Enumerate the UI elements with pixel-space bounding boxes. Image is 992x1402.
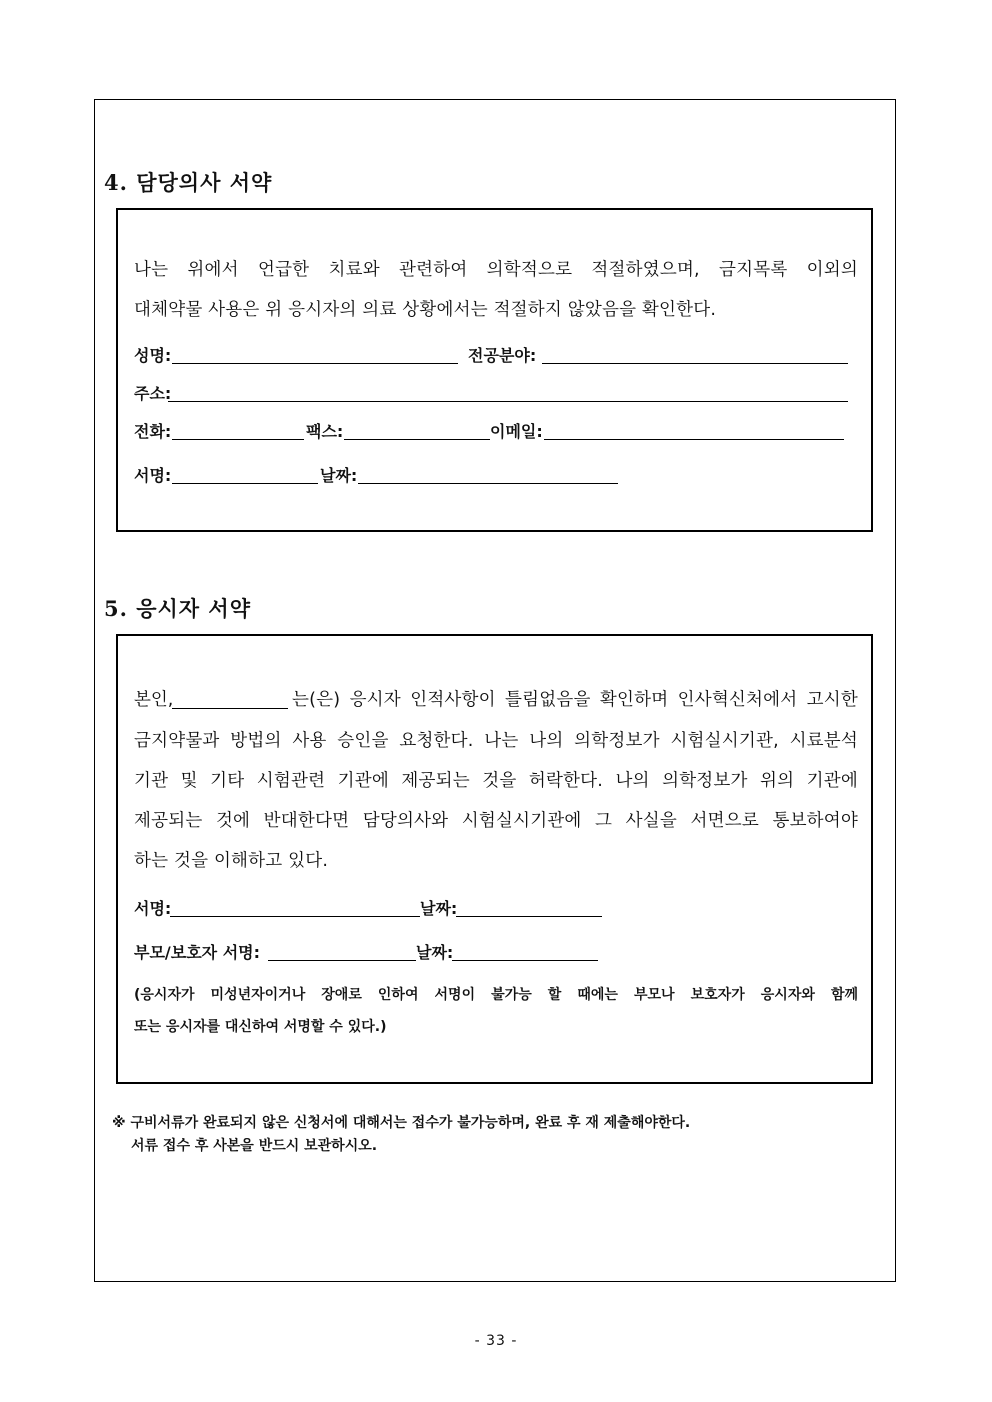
page-number: - 33 - — [474, 1333, 518, 1349]
self-name-field[interactable] — [172, 708, 288, 709]
email-field[interactable] — [544, 439, 844, 440]
section5-title: 5. 응시자 서약 — [104, 596, 251, 621]
phone-label: 전화: — [134, 422, 172, 441]
signature-field[interactable] — [172, 483, 318, 484]
applicant-signature-field[interactable] — [170, 916, 420, 917]
section5-paragraph-line: 하는 것을 이해하고 있다. — [134, 851, 329, 871]
specialty-label: 전공분야: — [468, 346, 537, 365]
specialty-field[interactable] — [542, 363, 848, 364]
address-label: 주소: — [134, 384, 172, 403]
section4-paragraph-line: 대체약물 사용은 위 응시자의 의료 상황에서는 적절하지 않았음을 확인한다. — [134, 300, 717, 320]
guardian-note-line: (응시자가 미성년자이거나 장애로 인하여 서명이 불가능 할 때에는 부모나 보호자가 응시자와 함께 — [134, 987, 858, 1003]
guardian-date-label: 날짜: — [416, 943, 454, 962]
guardian-signature-field[interactable] — [268, 960, 416, 961]
self-label: 본인, — [134, 690, 174, 710]
name-label: 성명: — [134, 346, 172, 365]
guardian-date-field[interactable] — [452, 960, 598, 961]
notice-line: 서류 접수 후 사본을 반드시 보관하시오. — [131, 1138, 378, 1154]
applicant-date-field[interactable] — [456, 916, 602, 917]
section5-paragraph-line: 는(은) 응시자 인적사항이 틀림없음을 확인하며 인사혁신처에서 고시한 — [292, 690, 858, 710]
section4-paragraph-line: 나는 위에서 언급한 치료와 관련하여 의학적으로 적절하였으며, 금지목록 이외의 — [134, 260, 858, 280]
name-field[interactable] — [172, 363, 458, 364]
applicant-date-label: 날짜: — [420, 899, 458, 918]
phone-field[interactable] — [172, 439, 304, 440]
section5-paragraph-line: 기관 및 기타 시험관련 기관에 제공되는 것을 허락한다. 나의 의학정보가 위의 기관에 — [134, 771, 858, 791]
fax-field[interactable] — [344, 439, 490, 440]
notice-line: ※ 구비서류가 완료되지 않은 신청서에 대해서는 접수가 불가능하며, 완료 후 재 제출해야한다. — [112, 1115, 691, 1131]
address-field[interactable] — [168, 401, 848, 402]
applicant-signature-label: 서명: — [134, 899, 172, 918]
guardian-note-line: 또는 응시자를 대신하여 서명할 수 있다.) — [134, 1019, 387, 1035]
section5-paragraph-line: 금지약물과 방법의 사용 승인을 요청한다. 나는 나의 의학정보가 시험실시기관, 시료분석 — [134, 731, 858, 751]
date-field[interactable] — [358, 483, 618, 484]
guardian-signature-label: 부모/보호자 서명: — [134, 943, 261, 962]
section4-title: 4. 담당의사 서약 — [104, 170, 273, 195]
date-label: 날짜: — [320, 466, 358, 485]
fax-label: 팩스: — [306, 422, 344, 441]
email-label: 이메일: — [490, 422, 543, 441]
signature-label: 서명: — [134, 466, 172, 485]
section5-paragraph-line: 제공되는 것에 반대한다면 담당의사와 시험실시기관에 그 사실을 서면으로 통보하여야 — [134, 811, 858, 831]
